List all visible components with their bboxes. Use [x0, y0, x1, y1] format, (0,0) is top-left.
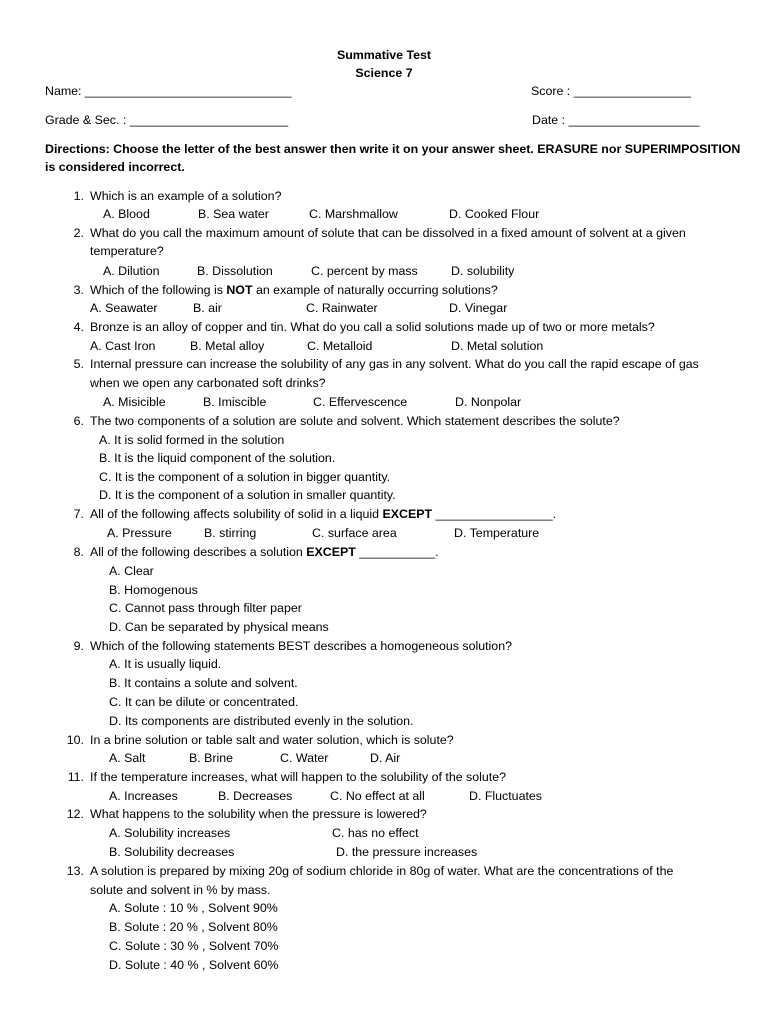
- question-text: Which of the following statements BEST describes a homogeneous solution?: [90, 639, 512, 653]
- option-b: B. Solute : 20 % , Solvent 80%: [109, 920, 278, 934]
- option-d: D. Cooked Flour: [449, 207, 540, 221]
- option-a: A. Cast Iron: [90, 339, 156, 353]
- option-d: D. Air: [370, 751, 401, 765]
- option-a: A. Pressure: [107, 526, 172, 540]
- emphasis-except: EXCEPT: [306, 545, 356, 559]
- question-text-continued: solute and solvent in % by mass.: [90, 883, 271, 897]
- directions-line-2: is considered incorrect.: [45, 160, 185, 174]
- option-b: B. Brine: [189, 751, 234, 765]
- option-c: C. No effect at all: [330, 789, 425, 803]
- option-a: A. Blood: [103, 207, 150, 221]
- option-d: D. Its components are distributed evenly in the solution.: [109, 714, 414, 728]
- question-text: Which is an example of a solution?: [90, 189, 282, 203]
- option-a: A. Misicible: [103, 395, 166, 409]
- test-subtitle: Science 7: [355, 66, 413, 80]
- option-d: D. Fluctuates: [469, 789, 542, 803]
- question-text: In a brine solution or table salt and water solution, which is solute?: [90, 733, 454, 747]
- option-a: A. Solute : 10 % , Solvent 90%: [109, 901, 278, 915]
- option-d: D. Nonpolar: [455, 395, 522, 409]
- option-d: D. solubility: [451, 264, 515, 278]
- question-number: 5.: [73, 357, 84, 371]
- option-b: B. Solubility decreases: [109, 845, 235, 859]
- question-number: 12.: [66, 807, 84, 821]
- option-c: C. Metalloid: [307, 339, 373, 353]
- option-c: C. Cannot pass through filter paper: [109, 601, 302, 615]
- option-b: B. stirring: [204, 526, 257, 540]
- option-b: B. Homogenous: [109, 583, 198, 597]
- option-b: B. Sea water: [198, 207, 269, 221]
- question-text: Bronze is an alloy of copper and tin. What do you call a solid solutions made up of two or more metals?: [90, 320, 655, 334]
- question-number: 13.: [66, 864, 84, 878]
- option-c: C. It is the component of a solution in bigger quantity.: [99, 470, 391, 484]
- question-text: What happens to the solubility when the pressure is lowered?: [90, 807, 427, 821]
- question-text: All of the following describes a solution EXCEPT ___________.: [90, 545, 439, 559]
- question-number: 1.: [73, 189, 84, 203]
- option-b: B. It is the liquid component of the solution.: [99, 451, 336, 465]
- question-text: A solution is prepared by mixing 20g of sodium chloride in 80g of water. What are the concentrations of the: [90, 864, 674, 878]
- option-a: A. Salt: [109, 751, 146, 765]
- question-text: If the temperature increases, what will happen to the solubility of the solute?: [90, 770, 507, 784]
- option-a: A. Dilution: [103, 264, 160, 278]
- option-d: D. Solute : 40 % , Solvent 60%: [109, 958, 279, 972]
- question-number: 4.: [73, 320, 84, 334]
- option-a: A. It is usually liquid.: [109, 657, 222, 671]
- question-text: What do you call the maximum amount of solute that can be dissolved in a fixed amount of solvent at a given: [90, 226, 686, 240]
- date-field-label: Date : ___________________: [532, 113, 700, 127]
- emphasis-except: EXCEPT: [382, 507, 433, 521]
- option-d: D. Temperature: [454, 526, 540, 540]
- option-c: C. Solute : 30 % , Solvent 70%: [109, 939, 279, 953]
- option-a: A. Clear: [109, 564, 154, 578]
- option-d: D. the pressure increases: [336, 845, 478, 859]
- option-b: B. air: [193, 301, 222, 315]
- grade-section-field-label: Grade & Sec. : _______________________: [45, 113, 289, 127]
- option-a: A. Seawater: [90, 301, 158, 315]
- question-number: 2.: [73, 226, 84, 240]
- option-a: A. It is solid formed in the solution: [99, 433, 285, 447]
- score-field-label: Score : _________________: [531, 84, 691, 98]
- emphasis-not: NOT: [226, 283, 253, 297]
- option-b: B. Dissolution: [197, 264, 273, 278]
- option-b: B. Decreases: [218, 789, 293, 803]
- option-c: C. percent by mass: [311, 264, 418, 278]
- option-c: C. Water: [280, 751, 329, 765]
- option-d: D. Metal solution: [451, 339, 544, 353]
- question-text-continued: when we open any carbonated soft drinks?: [90, 376, 326, 390]
- question-number: 10.: [66, 733, 84, 747]
- question-number: 7.: [73, 507, 84, 521]
- option-c: C. Marshmallow: [309, 207, 398, 221]
- question-text: All of the following affects solubility of solid in a liquid EXCEPT _________________.: [90, 507, 557, 521]
- question-text: Which of the following is NOT an example of naturally occurring solutions?: [90, 283, 498, 297]
- option-c: C. surface area: [312, 526, 397, 540]
- test-title: Summative Test: [336, 48, 432, 62]
- option-b: B. It contains a solute and solvent.: [109, 676, 298, 690]
- question-number: 9.: [73, 639, 84, 653]
- option-c: C. It can be dilute or concentrated.: [109, 695, 299, 709]
- option-c: C. Rainwater: [306, 301, 378, 315]
- question-number: 3.: [73, 283, 84, 297]
- question-text: The two components of a solution are solute and solvent. Which statement describes the solute?: [90, 414, 620, 428]
- option-d: D. It is the component of a solution in smaller quantity.: [99, 488, 396, 502]
- option-b: B. Metal alloy: [190, 339, 265, 353]
- option-d: D. Vinegar: [449, 301, 508, 315]
- option-b: B. Imiscible: [203, 395, 267, 409]
- option-a: A. Increases: [109, 789, 178, 803]
- name-field-label: Name: ______________________________: [45, 84, 292, 98]
- option-c: C. has no effect: [332, 826, 419, 840]
- question-number: 8.: [73, 545, 84, 559]
- question-text: Internal pressure can increase the solubility of any gas in any solvent. What do you call the rapid escape of gas: [90, 357, 699, 371]
- question-number: 11.: [67, 770, 84, 784]
- directions-line-1: Directions: Choose the letter of the best answer then write it on your answer sheet. ERASURE nor SUPERIMPOSITION: [45, 142, 741, 156]
- question-number: 6.: [73, 414, 84, 428]
- question-text-continued: temperature?: [90, 244, 164, 258]
- option-d: D. Can be separated by physical means: [109, 620, 329, 634]
- option-c: C. Effervescence: [313, 395, 408, 409]
- option-a: A. Solubility increases: [109, 826, 231, 840]
